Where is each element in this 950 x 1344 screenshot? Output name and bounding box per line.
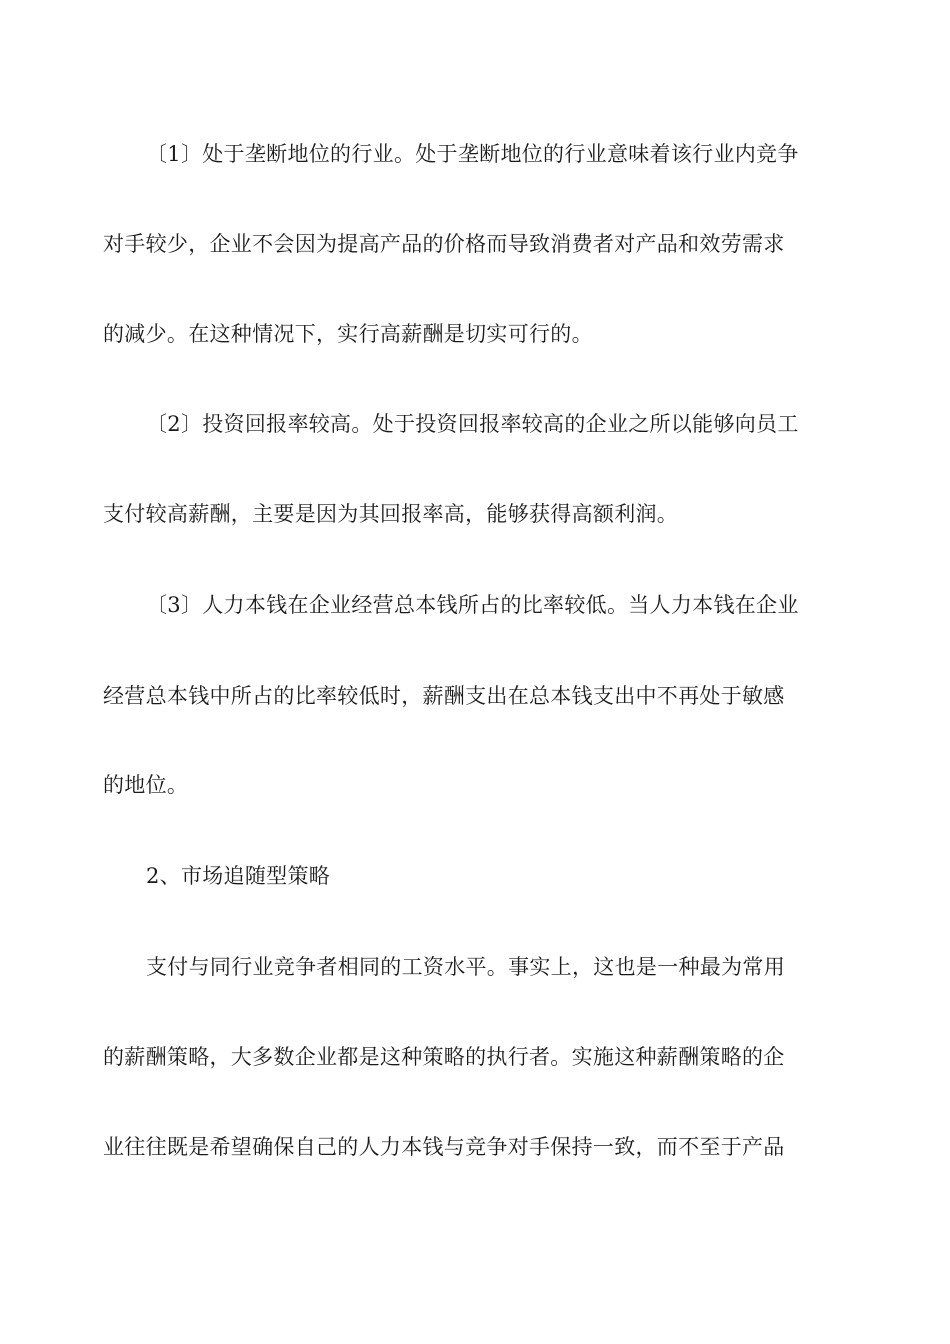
paragraph-1-line-3: 的减少。在这种情况下，实行高薪酬是切实可行的。 xyxy=(103,322,593,346)
paragraph-1-line-2: 对手较少，企业不会因为提高产品的价格而导致消费者对产品和效劳需求 xyxy=(103,232,785,256)
paragraph-3-line-2: 经营总本钱中所占的比率较低时，薪酬支出在总本钱支出中不再处于敏感 xyxy=(103,684,785,708)
paragraph-4-line-3: 业往往既是希望确保自己的人力本钱与竞争对手保持一致，而不至于产品 xyxy=(103,1135,785,1159)
paragraph-4-line-1: 支付与同行业竞争者相同的工资水平。事实上，这也是一种最为常用 xyxy=(146,955,785,979)
paragraph-4-line-2: 的薪酬策略，大多数企业都是这种策略的执行者。实施这种薪酬策略的企 xyxy=(103,1045,785,1069)
paragraph-3-line-3: 的地位。 xyxy=(103,773,189,797)
paragraph-1-line-1: 〔1〕处于垄断地位的行业。处于垄断地位的行业意味着该行业内竞争 xyxy=(146,142,799,166)
paragraph-2-line-2: 支付较高薪酬，主要是因为其回报率高，能够获得高额利润。 xyxy=(103,502,679,526)
paragraph-2-line-1: 〔2〕投资回报率较高。处于投资回报率较高的企业之所以能够向员工 xyxy=(146,412,799,436)
paragraph-3-line-1: 〔3〕人力本钱在企业经营总本钱所占的比率较低。当人力本钱在企业 xyxy=(146,593,799,617)
section-heading: 2、市场追随型策略 xyxy=(146,864,331,888)
